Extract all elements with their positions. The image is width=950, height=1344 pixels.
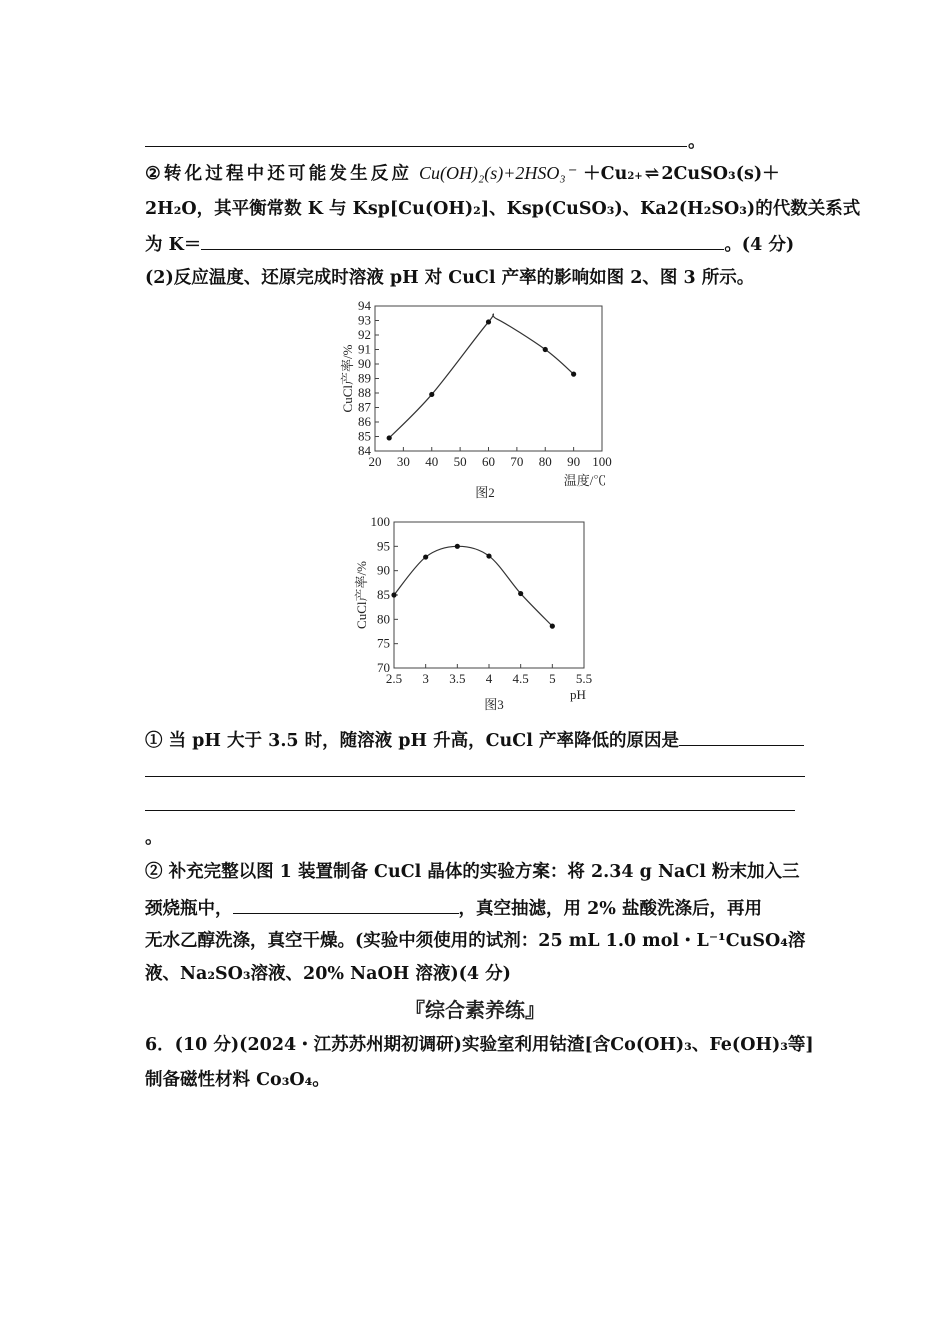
data-point bbox=[455, 544, 460, 549]
y-tick-label: 95 bbox=[377, 538, 390, 554]
question-2-line-1: ② 转 化 过 程 中 还 可 能 发 生 反 应 Cu(OH)₂(s)+2HSO₃⁻ ＋Cu 2+ ⇌ 2CuSO₃(s)＋ bbox=[145, 163, 780, 184]
x-tick-label: 90 bbox=[567, 454, 581, 469]
trend-curve bbox=[389, 314, 573, 438]
plan-suffix: ，真空抽滤，用 2% 盐酸洗涤后，再用 bbox=[458, 899, 762, 919]
figure-3-chart bbox=[340, 510, 610, 720]
figure-caption: 图3 bbox=[484, 697, 504, 712]
q2-char: ② bbox=[145, 164, 161, 184]
data-point bbox=[429, 392, 434, 397]
data-point bbox=[423, 554, 428, 559]
x-tick-label: 70 bbox=[510, 454, 524, 469]
reaction-product: 2CuSO₃(s)＋ bbox=[661, 164, 780, 184]
data-point bbox=[571, 372, 576, 377]
x-tick-label: 4.5 bbox=[512, 671, 529, 686]
y-tick-label: 92 bbox=[358, 327, 371, 342]
y-tick-label: 86 bbox=[358, 414, 371, 429]
question-ph-text: ① 当 pH 大于 3.5 时，随溶液 pH 升高，CuCl 产率降低的原因是 bbox=[145, 731, 679, 751]
data-point bbox=[387, 435, 392, 440]
section-title: 『综合素养练』 bbox=[405, 998, 545, 1022]
x-tick-label: 100 bbox=[592, 454, 612, 469]
ph-answer-blank-1[interactable] bbox=[679, 727, 804, 746]
question-6-line-1: 6．(10 分)(2024・江苏苏州期初调研)实验室利用钴渣[含Co(OH)₃、Fe(OH)₃等] bbox=[145, 1035, 814, 1055]
x-tick-label: 20 bbox=[368, 454, 382, 469]
plot-frame bbox=[394, 522, 584, 668]
x-tick-label: 30 bbox=[396, 454, 410, 469]
question-2-line-2: 2H₂O，其平衡常数 K 与 Ksp[Cu(OH)₂]、Ksp(CuSO₃)、Ka2(H₂SO₃)的代数关系式 bbox=[145, 199, 861, 219]
x-tick-label: 5 bbox=[549, 671, 556, 686]
line-1-period: 。 bbox=[688, 132, 706, 152]
x-tick-label: 40 bbox=[425, 454, 439, 469]
y-tick-label: 80 bbox=[377, 611, 390, 627]
x-tick-label: 5.5 bbox=[575, 671, 593, 686]
y-tick-label: 85 bbox=[358, 428, 371, 444]
question-plan-line-1: ② 补充完整以图 1 装置制备 CuCl 晶体的实验方案：将 2.34 g NaCl 粉末加入三 bbox=[145, 862, 800, 882]
data-point bbox=[543, 347, 548, 352]
data-point bbox=[486, 319, 491, 324]
question-2-line-3 bbox=[145, 231, 794, 257]
part-2-intro: (2)反应温度、还原完成时溶液 pH 对 CuCl 产率的影响如图 2、图 3 所示。 bbox=[145, 268, 755, 288]
question-6-line-2: 制备磁性材料 Co₃O₄。 bbox=[145, 1070, 330, 1090]
q2-char: 转 bbox=[163, 164, 182, 184]
data-point bbox=[550, 624, 555, 629]
x-tick-label: 60 bbox=[482, 454, 495, 469]
y-tick-label: 75 bbox=[377, 635, 390, 651]
q2-char: 过 bbox=[205, 164, 223, 184]
x-tick-label: 3.5 bbox=[449, 671, 466, 686]
q2-char: 能 bbox=[308, 164, 327, 184]
x-axis-label: 温度/℃ bbox=[563, 473, 607, 488]
y-tick-label: 100 bbox=[370, 514, 390, 529]
ph-answer-blank-2[interactable] bbox=[145, 776, 805, 777]
y-tick-label: 89 bbox=[358, 370, 371, 386]
question-ph-line-1 bbox=[145, 727, 804, 753]
y-tick-label: 93 bbox=[358, 312, 371, 328]
plus-cu: ＋Cu bbox=[583, 164, 628, 184]
question-plan-line-3: 无水乙醇洗涤，真空干燥。(实验中须使用的试剂：25 mL 1.0 mol・L⁻¹CuSO₄溶 bbox=[145, 931, 806, 951]
figure-2-chart bbox=[330, 298, 630, 508]
y-axis-label: CuCl产率/% bbox=[340, 344, 355, 413]
x-tick-label: 2.5 bbox=[385, 671, 403, 686]
k-answer-blank[interactable] bbox=[201, 231, 724, 250]
q2-char: 化 bbox=[184, 164, 203, 184]
reaction-formula: Cu(OH)₂(s)+2HSO₃⁻ bbox=[419, 163, 576, 183]
q2-char: 应 bbox=[391, 164, 409, 184]
x-axis-label: pH bbox=[570, 687, 586, 702]
x-tick-label: 80 bbox=[538, 454, 552, 469]
y-tick-label: 88 bbox=[358, 385, 371, 400]
data-point bbox=[391, 592, 396, 597]
data-point bbox=[518, 591, 523, 596]
ph-answer-blank-3[interactable] bbox=[145, 810, 795, 811]
q2-char: 可 bbox=[288, 164, 306, 184]
answer-blank-line-1[interactable] bbox=[145, 146, 687, 147]
data-point bbox=[486, 553, 491, 558]
q2-char: 发 bbox=[329, 164, 347, 184]
y-tick-label: 84 bbox=[358, 443, 371, 458]
q2-char: 中 bbox=[246, 164, 265, 184]
q2-char: 反 bbox=[370, 164, 389, 184]
x-tick-label: 4 bbox=[485, 671, 493, 686]
plan-answer-blank[interactable] bbox=[233, 895, 459, 914]
x-tick-label: 50 bbox=[453, 454, 467, 469]
x-tick-label: 3 bbox=[422, 671, 429, 686]
question-2-prefix bbox=[145, 162, 409, 186]
k-prefix: 为 K＝ bbox=[145, 235, 202, 255]
question-ph-end: 。 bbox=[145, 828, 163, 848]
y-tick-label: 85 bbox=[377, 587, 390, 602]
q2-char: 生 bbox=[350, 164, 368, 184]
q2-char: 程 bbox=[225, 164, 244, 184]
trend-curve bbox=[394, 546, 552, 626]
y-tick-label: 87 bbox=[358, 399, 371, 415]
y-tick-label: 91 bbox=[358, 341, 371, 357]
y-tick-label: 90 bbox=[358, 356, 371, 371]
y-axis-label: CuCl产率/% bbox=[354, 561, 369, 629]
plot-frame bbox=[375, 306, 602, 451]
k-suffix: 。(4 分) bbox=[724, 235, 795, 255]
y-tick-label: 90 bbox=[377, 562, 390, 578]
plan-prefix: 颈烧瓶中， bbox=[145, 899, 233, 919]
equilibrium-arrow: ⇌ bbox=[644, 164, 660, 184]
figure-caption: 图2 bbox=[475, 485, 495, 500]
y-tick-label: 70 bbox=[377, 660, 390, 675]
y-tick-label: 94 bbox=[358, 298, 371, 313]
question-plan-line-4: 液、Na₂SO₃溶液、20% NaOH 溶液)(4 分) bbox=[145, 964, 511, 984]
q2-char: 还 bbox=[267, 164, 285, 184]
question-plan-line-2 bbox=[145, 895, 762, 921]
